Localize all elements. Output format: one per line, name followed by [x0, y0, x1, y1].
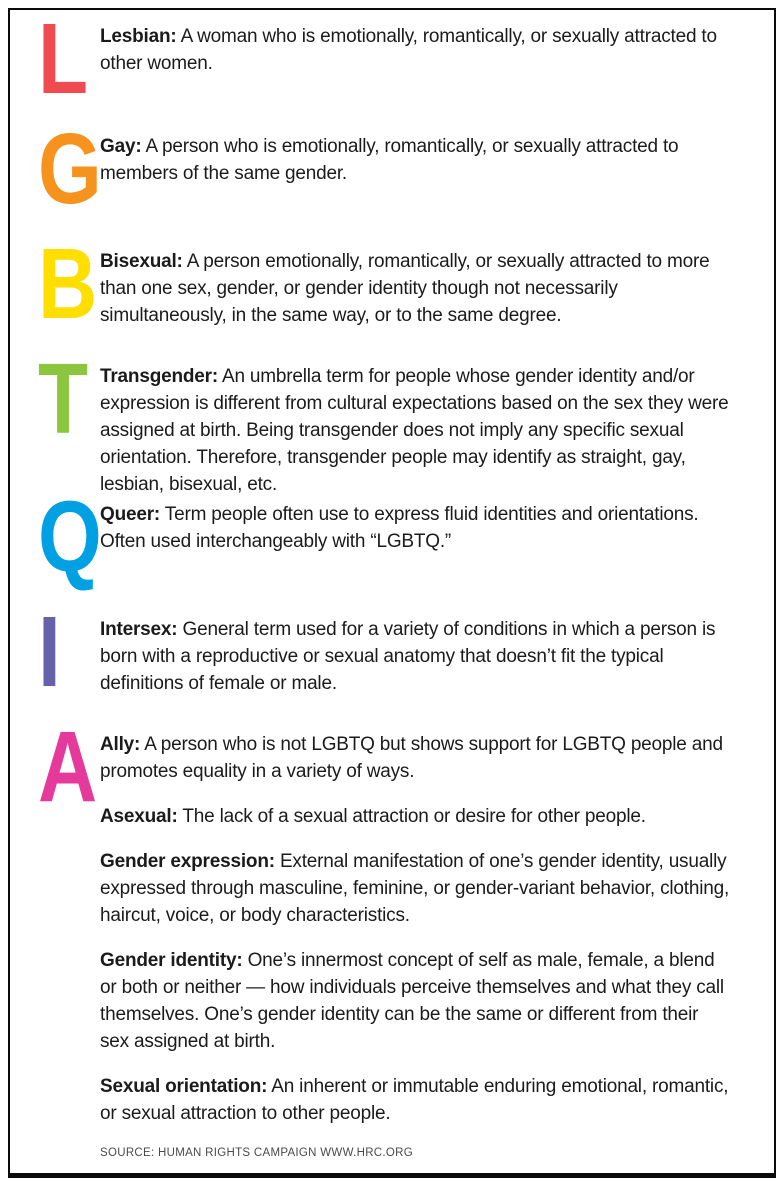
definition-text: Term people often use to express fluid identities and orientations. Often used interchangeably with “LGBTQ.” [100, 504, 699, 552]
definition-text: External manifestation of one’s gender identity, usually expressed through masculine, feminine, or gender-variant behavior, clothing, haircut, voice, or body characteristics. [100, 851, 730, 926]
letter-t: T [38, 343, 87, 455]
definition-text: A person who is not LGBTQ but shows support for LGBTQ people and promotes equality in a variety of ways. [100, 734, 723, 782]
term-gender-expression: Gender expression: [100, 851, 275, 872]
term-sexual-orientation: Sexual orientation: [100, 1076, 268, 1097]
term-gay: Gay: [100, 136, 142, 157]
definition-column [100, 613, 732, 697]
letter-column [38, 8, 100, 115]
definition-bisexual [100, 248, 732, 329]
letter-g: G [38, 113, 101, 225]
entry-ally-group [38, 711, 732, 1159]
term-intersex: Intersex: [100, 619, 178, 640]
definition-text: A person who is emotionally, romantically, or sexually attracted to members of the same gender. [100, 136, 679, 184]
definition-queer [100, 501, 732, 555]
definition-gay [100, 133, 732, 187]
definition-text: A woman who is emotionally, romantically, or sexually attracted to other women. [100, 26, 717, 74]
definition-text: An inherent or immutable enduring emotional, romantic, or sexual attraction to other people. [100, 1076, 729, 1124]
source-attribution: SOURCE: HUMAN RIGHTS CAMPAIGN WWW.HRC.ORG [100, 1147, 414, 1159]
letter-a: A [38, 711, 96, 823]
term-bisexual: Bisexual: [100, 251, 183, 272]
definition-column [100, 245, 732, 329]
entry-queer [38, 481, 732, 613]
definition-text: The lack of a sexual attraction or desire for other people. [182, 806, 646, 827]
definition-column [100, 20, 732, 77]
letter-q: Q [38, 481, 101, 593]
definition-lesbian [100, 23, 732, 77]
definition-text: An umbrella term for people whose gender identity and/or expression is different from cultural expectations based on the sex they were assigned at birth. Being transgender does not imply any specific sexual orientation. Therefore, transgender people may identify as straight, gay, lesbian, bisexual, etc. [100, 366, 729, 495]
entry-bisexual [38, 228, 732, 360]
infographic-sheet [8, 8, 776, 1178]
entry-gay [38, 113, 732, 245]
letter-column [38, 113, 101, 225]
definition-gender-expression [100, 848, 732, 929]
term-queer: Queer: [100, 504, 161, 525]
definition-sexual-orientation [100, 1073, 732, 1127]
term-asexual: Asexual: [100, 806, 178, 827]
term-transgender: Transgender: [100, 366, 218, 387]
definition-text: One’s innermost concept of self as male, female, a blend or both or neither — how individuals perceive themselves and what they call themselves. One’s gender identity can be the same or different from their sex assigned at birth. [100, 950, 724, 1052]
entry-lesbian [38, 8, 732, 130]
definition-column [100, 360, 732, 498]
definition-transgender [100, 363, 732, 498]
definition-column [100, 498, 732, 555]
letter-column [38, 228, 100, 340]
definition-text: General term used for a variety of conditions in which a person is born with a reproductive or sexual anatomy that doesn’t fit the typical definitions of female or male. [100, 619, 716, 694]
definition-column [100, 130, 732, 187]
definition-intersex [100, 616, 732, 697]
term-gender-identity: Gender identity: [100, 950, 243, 971]
definition-column [100, 728, 732, 1159]
definition-text: A person emotionally, romantically, or sexually attracted to more than one sex, gender, or gender identity though not necessarily simultaneously, in the same way, or to the same degree. [100, 251, 710, 326]
entry-transgender [38, 343, 732, 498]
letter-b: B [38, 228, 96, 340]
definition-asexual [100, 803, 732, 830]
entry-intersex [38, 596, 732, 728]
letter-i: I [38, 596, 60, 708]
letter-column [38, 711, 100, 823]
letter-l: L [38, 8, 87, 115]
letter-column [38, 481, 101, 593]
definition-ally [100, 731, 732, 785]
term-lesbian: Lesbian: [100, 26, 177, 47]
term-ally: Ally: [100, 734, 141, 755]
letter-column [38, 596, 100, 708]
letter-column [38, 343, 100, 455]
definition-gender-identity [100, 947, 732, 1055]
